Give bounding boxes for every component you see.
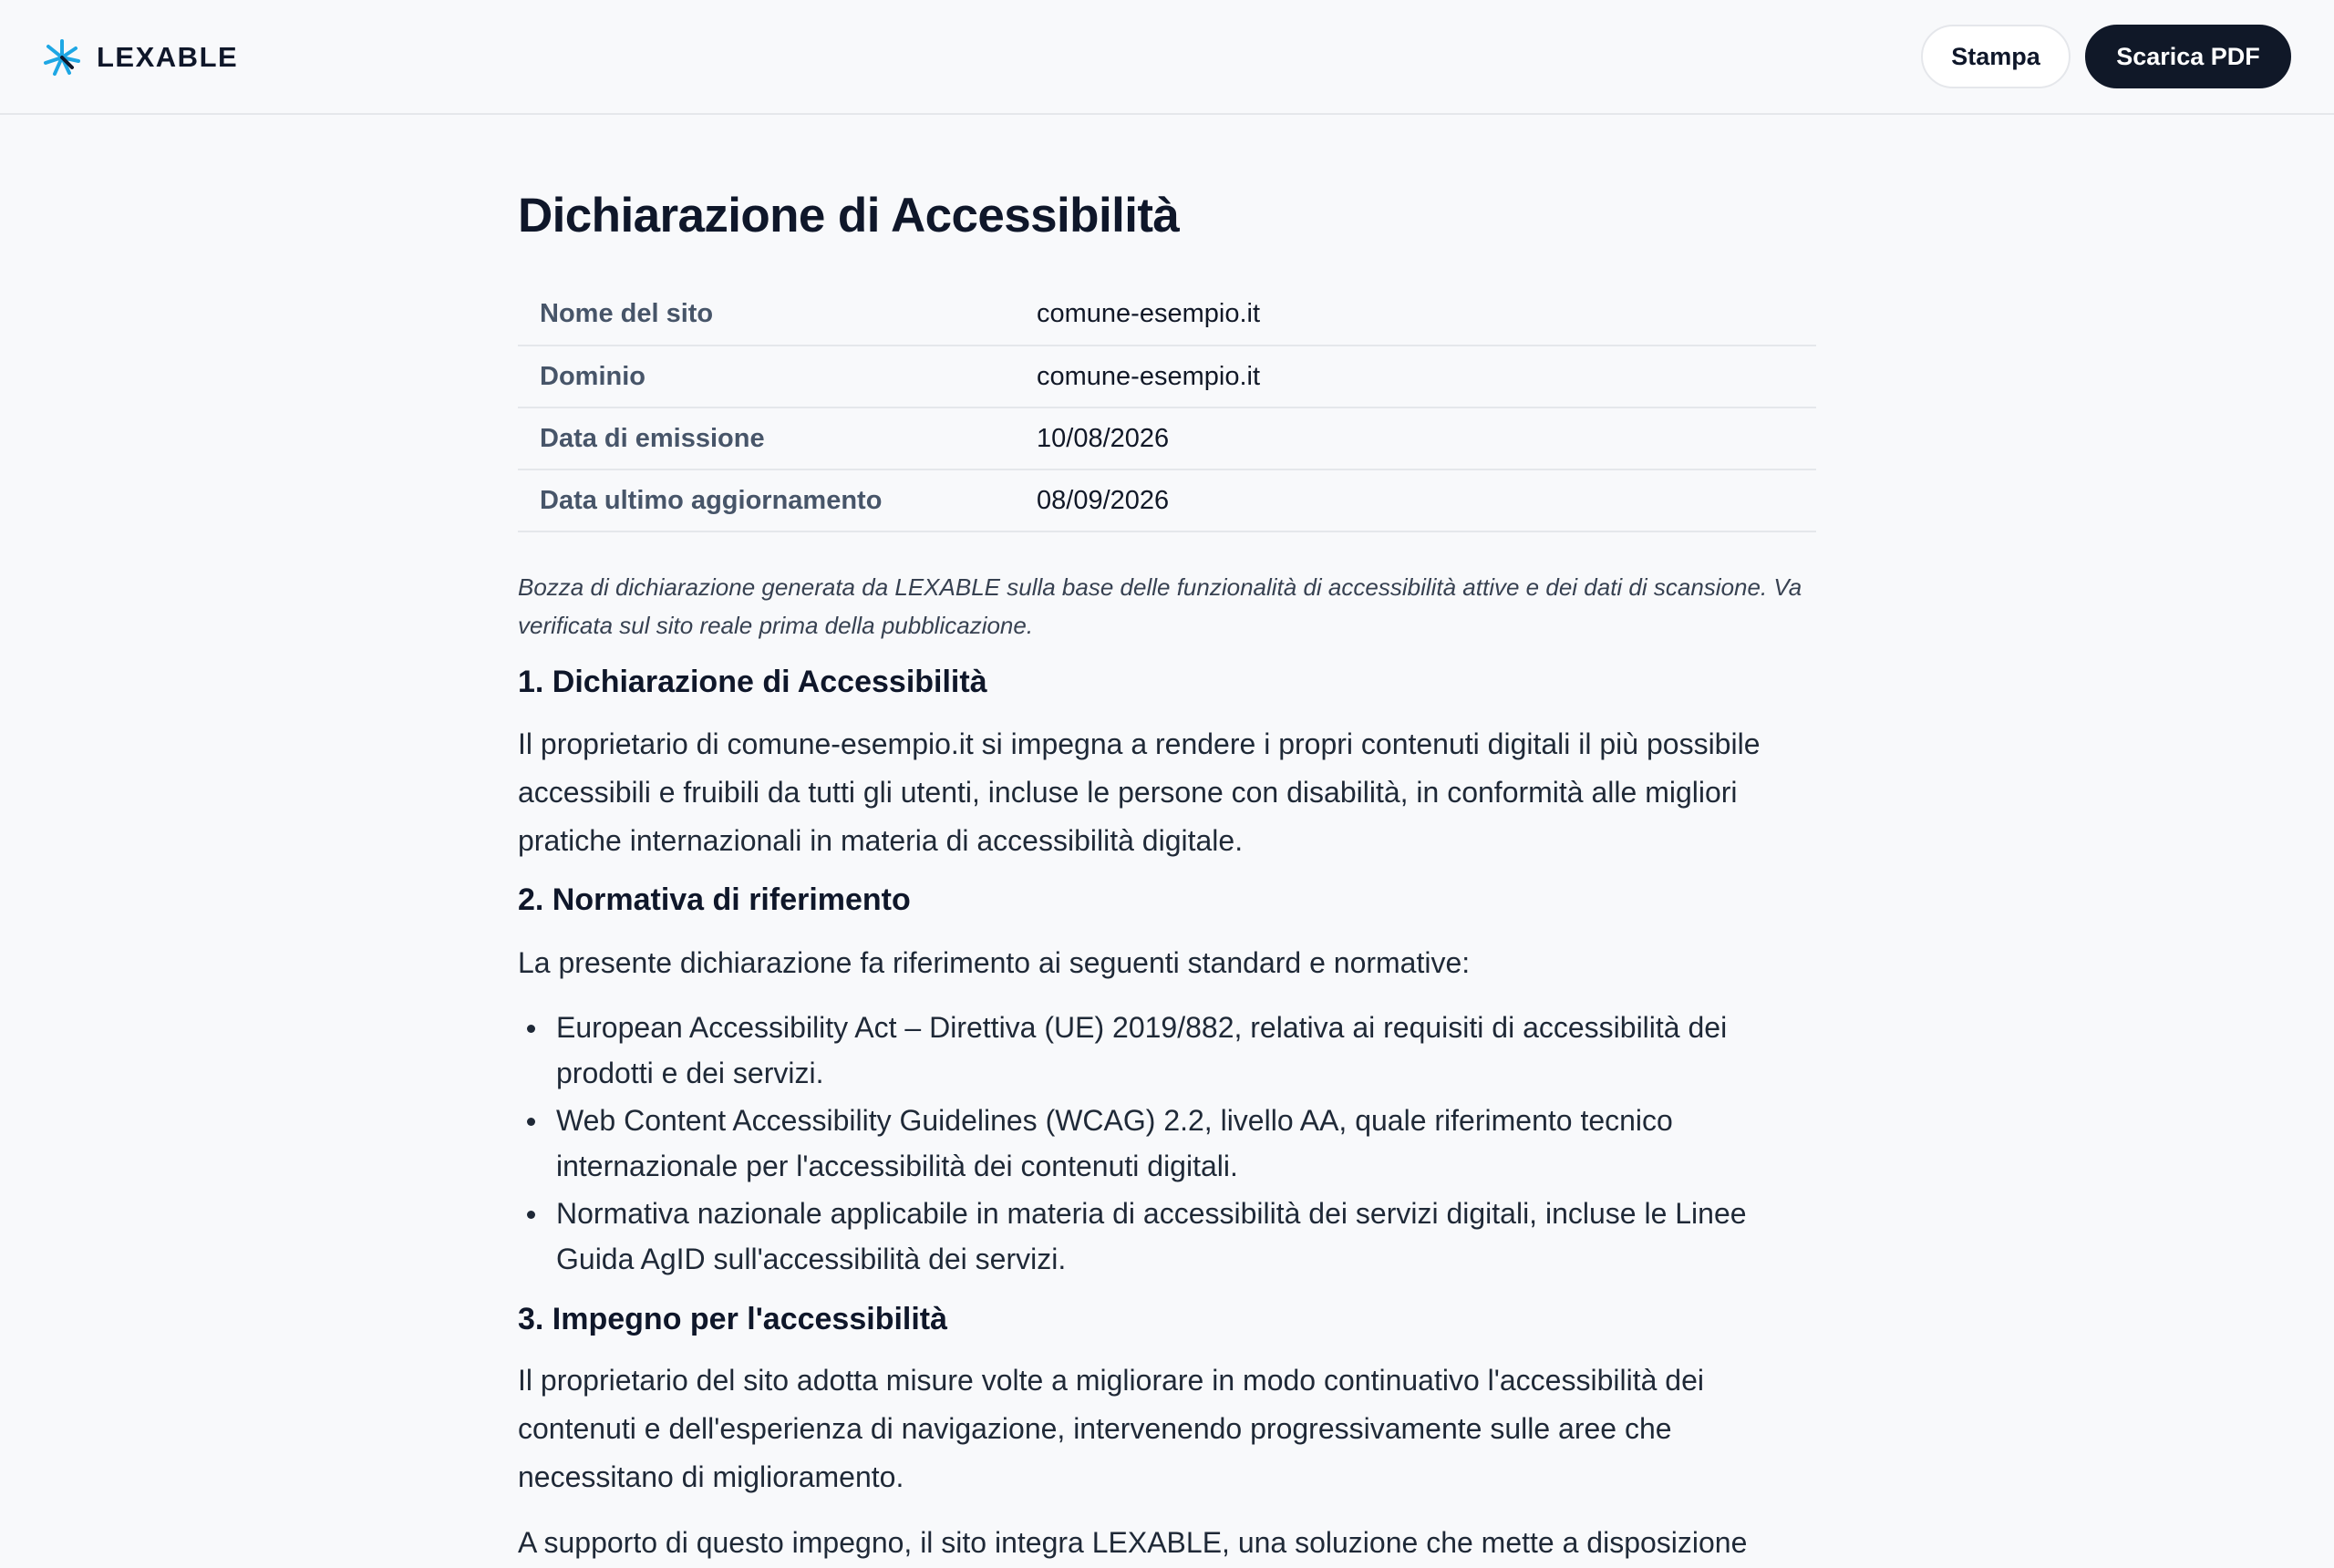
brand-logo[interactable] [42,35,238,80]
bullet-icon [527,1211,535,1219]
site-info-table [518,284,1816,532]
table-row [518,346,1816,407]
bullet-icon [527,1118,535,1126]
top-bar [0,0,2334,115]
brand-name: LEXABLE [97,41,239,73]
section-paragraph: Il proprietario di comune-esempio.it si impegna a rendere i propri contenuti digitali il più possibile accessibili e fruibili da tutti gli utenti, incluse le persone con disabilità, in conformità alle migliori pratiche internazionali in materia di accessibilità digitale. [518,727,1761,857]
meta-label: Nome del sito [518,284,1037,346]
page-title: Dichiarazione di Accessibilità [518,189,1180,242]
draft-note: Bozza di dichiarazione generata da LEXABLE sulla base delle funzionalità di accessibilità attive e dei dati di scansione. Va verificata sul sito reale prima della pubblicazione. [518,573,1802,639]
list-item: European Accessibility Act – Direttiva (UE) 2019/882, relativa ai requisiti di accessibilità dei prodotti e dei servizi. [518,1005,1816,1096]
list-item: Normativa nazionale applicabile in materia di accessibilità dei servizi digitali, incluse le Linee Guida AgID sull'accessibilità dei servizi. [518,1191,1816,1282]
meta-value: comune-esempio.it [1037,346,1816,407]
table-row [518,469,1816,531]
meta-label: Dominio [518,346,1037,407]
list-item: Web Content Accessibility Guidelines (WCAG) 2.2, livello AA, quale riferimento tecnico internazionale per l'accessibilità dei contenuti digitali. [518,1098,1816,1189]
meta-value: 08/09/2026 [1037,469,1816,531]
section-paragraph: La presente dichiarazione fa riferimento ai seguenti standard e normative: [518,946,1471,979]
meta-value: comune-esempio.it [1037,284,1816,346]
meta-label: Data ultimo aggiornamento [518,469,1037,531]
download-pdf-button[interactable]: Scarica PDF [2085,25,2291,88]
section-heading: 1. Dichiarazione di Accessibilità [518,665,987,699]
section-heading: 3. Impegno per l'accessibilità [518,1302,948,1336]
bullet-icon [527,1025,535,1033]
table-row [518,407,1816,469]
regulations-list [518,1005,1816,1284]
section-paragraph: A supporto di questo impegno, il sito integra LEXABLE, una soluzione che mette a disposizione [518,1526,1748,1559]
table-row [518,284,1816,346]
lexable-logo-icon [42,37,82,77]
meta-value: 10/08/2026 [1037,407,1816,469]
meta-label: Data di emissione [518,407,1037,469]
section-paragraph: Il proprietario del sito adotta misure volte a migliorare in modo continuativo l'accessibilità dei contenuti e dell'esperienza di navigazione, intervenendo progressivamente sulle aree che necessitano di miglioramento. [518,1364,1704,1493]
section-heading: 2. Normativa di riferimento [518,882,911,917]
print-button[interactable]: Stampa [1921,25,2071,88]
